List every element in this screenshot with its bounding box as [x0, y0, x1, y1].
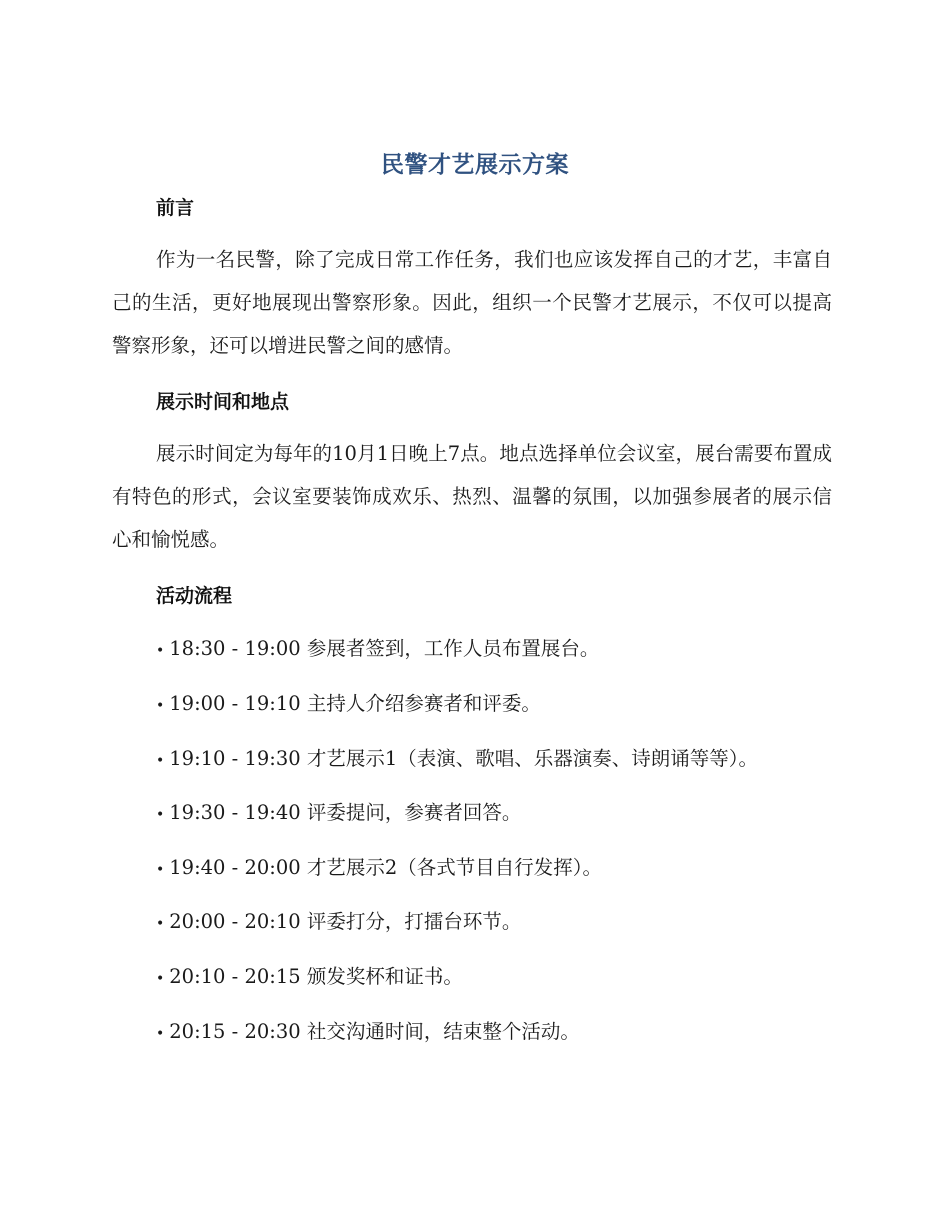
- schedule-item: [156, 744, 758, 776]
- section-paragraph-preface: 作为一名民警，除了完成日常工作任务，我们也应该发挥自己的才艺，丰富自己的生活，更好地展现出警察形象。因此，组织一个民警才艺展示，不仅可以提高警察形象，还可以增进民警之间的感情。: [112, 248, 832, 357]
- bullet-icon: •: [156, 753, 165, 769]
- schedule-item: [156, 1017, 580, 1049]
- schedule-item: [156, 853, 602, 885]
- schedule-item: [156, 962, 463, 994]
- bullet-icon: •: [156, 862, 165, 878]
- schedule-item-text: 20:10 - 20:15 颁发奖杯和证书。: [169, 965, 463, 988]
- section-heading-schedule: 活动流程: [156, 585, 233, 607]
- bullet-icon: •: [156, 916, 165, 932]
- schedule-item-text: 20:00 - 20:10 评委打分，打擂台环节。: [169, 910, 522, 933]
- bullet-icon: •: [156, 807, 165, 823]
- schedule-item: [156, 634, 599, 666]
- bullet-icon: •: [156, 698, 165, 714]
- bullet-icon: •: [156, 971, 165, 987]
- section-heading-preface: 前言: [156, 197, 195, 219]
- bullet-icon: •: [156, 1026, 165, 1042]
- schedule-item-text: 19:30 - 19:40 评委提问，参赛者回答。: [169, 801, 522, 824]
- schedule-item-text: 19:10 - 19:30 才艺展示1（表演、歌唱、乐器演奏、诗朗诵等等）。: [169, 747, 758, 770]
- section-paragraph-time-place: 展示时间定为每年的10月1日晚上7点。地点选择单位会议室，展台需要布置成有特色的形式，会议室要装饰成欢乐、热烈、温馨的氛围，以加强参展者的展示信心和愉悦感。: [112, 442, 832, 551]
- schedule-item-text: 18:30 - 19:00 参展者签到，工作人员布置展台。: [169, 637, 600, 660]
- document-title: 民警才艺展示方案: [381, 152, 569, 178]
- schedule-item: [156, 798, 521, 830]
- bullet-icon: •: [156, 643, 165, 659]
- section-heading-time-place: 展示时间和地点: [156, 391, 290, 413]
- schedule-item: [156, 689, 541, 721]
- schedule-item-text: 20:15 - 20:30 社交沟通时间，结束整个活动。: [169, 1020, 580, 1043]
- schedule-item-text: 19:00 - 19:10 主持人介绍参赛者和评委。: [169, 692, 541, 715]
- schedule-item-text: 19:40 - 20:00 才艺展示2（各式节目自行发挥）。: [169, 856, 602, 879]
- schedule-item: [156, 907, 521, 939]
